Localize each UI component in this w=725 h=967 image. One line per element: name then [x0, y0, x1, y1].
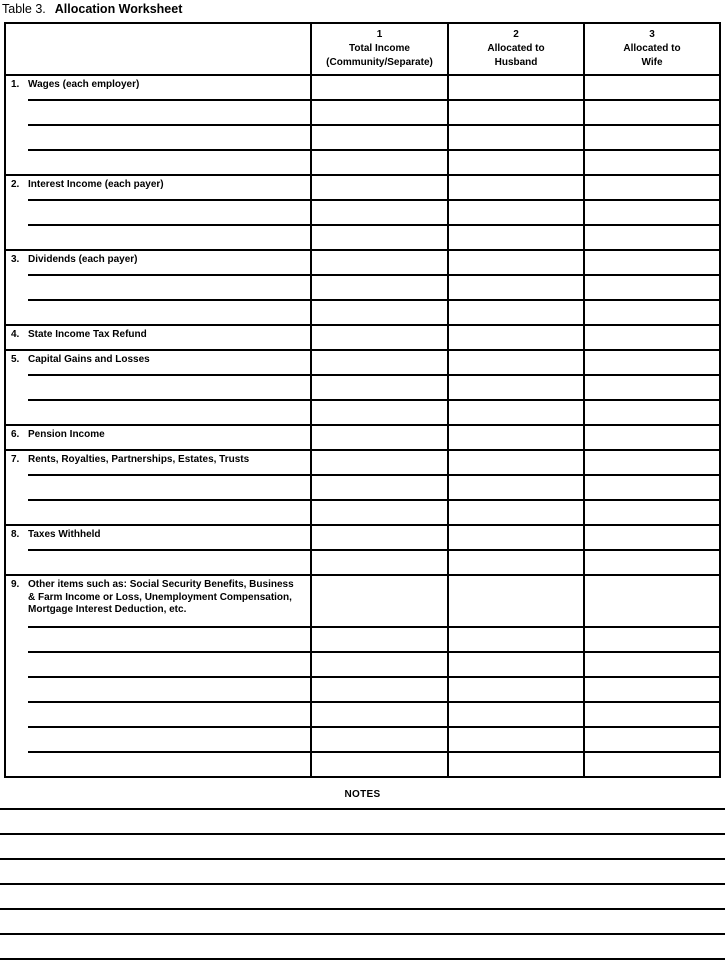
amount-cell-wife	[583, 351, 719, 376]
amount-cell-husband	[447, 351, 583, 376]
amount-cell-total-income	[310, 753, 447, 776]
amount-cell-wife	[583, 301, 719, 324]
amount-cell-husband	[447, 176, 583, 201]
item-7	[6, 451, 719, 526]
amount-cell-total-income	[310, 201, 447, 226]
amount-cell-husband	[447, 151, 583, 174]
notes-line	[0, 785, 725, 810]
amount-cell-husband	[447, 501, 583, 524]
amount-cell-wife	[583, 703, 719, 728]
col-2-number: 2	[513, 29, 519, 40]
amount-cell-wife	[583, 678, 719, 703]
item-number: 3.	[11, 254, 20, 265]
notes-line	[0, 885, 725, 910]
header-col-wife	[583, 24, 719, 74]
item-number: 9.	[11, 579, 20, 590]
amount-cell-husband	[447, 703, 583, 728]
amount-cell-wife	[583, 376, 719, 401]
amount-cell-wife	[583, 476, 719, 501]
blank-sub-row	[6, 401, 719, 424]
blank-sub-row	[6, 301, 719, 324]
amount-cell-husband	[447, 126, 583, 151]
blank-write-in-line	[6, 703, 310, 728]
col-1-subtitle: (Community/Separate)	[326, 57, 433, 68]
amount-cell-total-income	[310, 653, 447, 678]
item-number: 8.	[11, 529, 20, 540]
blank-write-in-line	[6, 376, 310, 401]
amount-cell-husband	[447, 628, 583, 653]
item-number: 1.	[11, 79, 20, 90]
amount-cell-wife	[583, 451, 719, 476]
notes-section	[0, 785, 725, 960]
amount-cell-total-income	[310, 376, 447, 401]
blank-sub-row	[6, 653, 719, 678]
item-label: State Income Tax Refund	[28, 329, 147, 340]
item-label-cell	[6, 251, 310, 276]
item-label: Rents, Royalties, Partnerships, Estates, Trusts	[28, 454, 250, 465]
amount-cell-total-income	[310, 351, 447, 376]
amount-cell-wife	[583, 426, 719, 449]
amount-cell-wife	[583, 176, 719, 201]
blank-write-in-line	[6, 201, 310, 226]
item-label-cell	[6, 526, 310, 551]
blank-sub-row	[6, 678, 719, 703]
notes-line	[0, 835, 725, 860]
amount-cell-total-income	[310, 501, 447, 524]
amount-cell-husband	[447, 451, 583, 476]
blank-sub-row	[6, 703, 719, 728]
notes-line	[0, 935, 725, 960]
blank-sub-row	[6, 628, 719, 653]
item-label-cell	[6, 326, 310, 349]
blank-write-in-line	[6, 401, 310, 424]
blank-sub-row	[6, 226, 719, 249]
amount-cell-husband	[447, 401, 583, 424]
item-label: Dividends (each payer)	[28, 254, 138, 265]
amount-cell-wife	[583, 226, 719, 249]
blank-write-in-line	[6, 753, 310, 776]
amount-cell-husband	[447, 201, 583, 226]
item-number: 7.	[11, 454, 20, 465]
amount-cell-total-income	[310, 703, 447, 728]
amount-cell-total-income	[310, 628, 447, 653]
amount-cell-total-income	[310, 551, 447, 574]
allocation-worksheet-table	[4, 22, 721, 778]
blank-sub-row	[6, 276, 719, 301]
item-number: 6.	[11, 429, 20, 440]
amount-cell-total-income	[310, 101, 447, 126]
blank-write-in-line	[6, 678, 310, 703]
blank-sub-row	[6, 201, 719, 226]
amount-cell-wife	[583, 401, 719, 424]
amount-cell-wife	[583, 576, 719, 628]
col-1-number: 1	[376, 29, 383, 40]
item-row	[6, 526, 719, 551]
col-1-title: Total Income	[349, 43, 410, 54]
item-4	[6, 326, 719, 351]
amount-cell-wife	[583, 728, 719, 753]
blank-sub-row	[6, 476, 719, 501]
item-label-cell	[6, 451, 310, 476]
item-label-cell	[6, 426, 310, 449]
amount-cell-total-income	[310, 451, 447, 476]
amount-cell-wife	[583, 753, 719, 776]
amount-cell-wife	[583, 201, 719, 226]
item-label: Capital Gains and Losses	[28, 354, 150, 365]
amount-cell-wife	[583, 501, 719, 524]
item-2	[6, 176, 719, 251]
amount-cell-husband	[447, 226, 583, 249]
amount-cell-total-income	[310, 301, 447, 324]
amount-cell-husband	[447, 678, 583, 703]
table-header-row	[6, 24, 719, 76]
table-number-label: Table 3.	[2, 2, 46, 16]
amount-cell-wife	[583, 653, 719, 678]
item-6	[6, 426, 719, 451]
amount-cell-wife	[583, 151, 719, 174]
blank-sub-row	[6, 728, 719, 753]
blank-sub-row	[6, 101, 719, 126]
amount-cell-total-income	[310, 276, 447, 301]
col-3-number: 3	[649, 29, 655, 40]
blank-write-in-line	[6, 476, 310, 501]
item-row	[6, 176, 719, 201]
col-3-title: Allocated to	[623, 43, 681, 54]
amount-cell-husband	[447, 251, 583, 276]
blank-sub-row	[6, 501, 719, 524]
amount-cell-total-income	[310, 251, 447, 276]
item-row	[6, 351, 719, 376]
amount-cell-wife	[583, 101, 719, 126]
amount-cell-husband	[447, 653, 583, 678]
amount-cell-husband	[447, 76, 583, 101]
col-2-subtitle: Husband	[494, 57, 538, 68]
table-title-label: Allocation Worksheet	[54, 2, 183, 16]
amount-cell-husband	[447, 551, 583, 574]
item-label: Other items such as: Social Security Benefits, Business & Farm Income or Loss, Unemployment Compensation, Mortgage Interest Deduction, etc.	[28, 579, 294, 615]
col-2-title: Allocated to	[487, 43, 545, 54]
item-number: 4.	[11, 329, 20, 340]
blank-write-in-line	[6, 653, 310, 678]
amount-cell-total-income	[310, 326, 447, 349]
item-row	[6, 76, 719, 101]
notes-line	[0, 860, 725, 885]
blank-sub-row	[6, 551, 719, 574]
amount-cell-husband	[447, 426, 583, 449]
item-label-cell	[6, 576, 310, 628]
amount-cell-husband	[447, 326, 583, 349]
item-label: Wages (each employer)	[28, 79, 140, 90]
blank-write-in-line	[6, 628, 310, 653]
page-title	[2, 2, 182, 17]
item-row	[6, 451, 719, 476]
blank-write-in-line	[6, 101, 310, 126]
item-label: Interest Income (each payer)	[28, 179, 164, 190]
notes-heading: NOTES	[344, 789, 381, 800]
amount-cell-total-income	[310, 678, 447, 703]
amount-cell-husband	[447, 576, 583, 628]
amount-cell-husband	[447, 526, 583, 551]
amount-cell-wife	[583, 551, 719, 574]
blank-write-in-line	[6, 728, 310, 753]
notes-line	[0, 810, 725, 835]
amount-cell-total-income	[310, 126, 447, 151]
amount-cell-wife	[583, 76, 719, 101]
amount-cell-total-income	[310, 226, 447, 249]
blank-write-in-line	[6, 276, 310, 301]
amount-cell-wife	[583, 251, 719, 276]
blank-write-in-line	[6, 501, 310, 524]
blank-write-in-line	[6, 551, 310, 574]
amount-cell-total-income	[310, 526, 447, 551]
blank-sub-row	[6, 753, 719, 776]
amount-cell-total-income	[310, 476, 447, 501]
amount-cell-wife	[583, 628, 719, 653]
table-body	[6, 76, 719, 776]
amount-cell-husband	[447, 376, 583, 401]
amount-cell-total-income	[310, 426, 447, 449]
blank-sub-row	[6, 126, 719, 151]
amount-cell-total-income	[310, 151, 447, 174]
amount-cell-total-income	[310, 176, 447, 201]
amount-cell-wife	[583, 276, 719, 301]
amount-cell-total-income	[310, 576, 447, 628]
item-label-cell	[6, 76, 310, 101]
item-row	[6, 576, 719, 628]
blank-write-in-line	[6, 301, 310, 324]
amount-cell-husband	[447, 728, 583, 753]
blank-sub-row	[6, 376, 719, 401]
amount-cell-wife	[583, 526, 719, 551]
blank-write-in-line	[6, 126, 310, 151]
item-label-cell	[6, 176, 310, 201]
item-1	[6, 76, 719, 176]
item-number: 5.	[11, 354, 20, 365]
blank-write-in-line	[6, 151, 310, 174]
amount-cell-wife	[583, 326, 719, 349]
amount-cell-total-income	[310, 728, 447, 753]
item-9	[6, 576, 719, 776]
blank-sub-row	[6, 151, 719, 174]
blank-write-in-line	[6, 226, 310, 249]
amount-cell-total-income	[310, 76, 447, 101]
item-8	[6, 526, 719, 576]
item-label: Taxes Withheld	[28, 529, 101, 540]
item-number: 2.	[11, 179, 20, 190]
header-col-total-income	[310, 24, 447, 74]
item-label: Pension Income	[28, 429, 105, 440]
item-label-cell	[6, 351, 310, 376]
amount-cell-husband	[447, 301, 583, 324]
header-col-husband	[447, 24, 583, 74]
notes-line	[0, 910, 725, 935]
item-row	[6, 426, 719, 449]
item-row	[6, 251, 719, 276]
amount-cell-husband	[447, 101, 583, 126]
amount-cell-husband	[447, 753, 583, 776]
item-5	[6, 351, 719, 426]
header-blank-cell	[6, 24, 310, 74]
item-row	[6, 326, 719, 349]
amount-cell-total-income	[310, 401, 447, 424]
col-3-subtitle: Wife	[641, 57, 663, 68]
amount-cell-wife	[583, 126, 719, 151]
amount-cell-husband	[447, 476, 583, 501]
item-3	[6, 251, 719, 326]
amount-cell-husband	[447, 276, 583, 301]
